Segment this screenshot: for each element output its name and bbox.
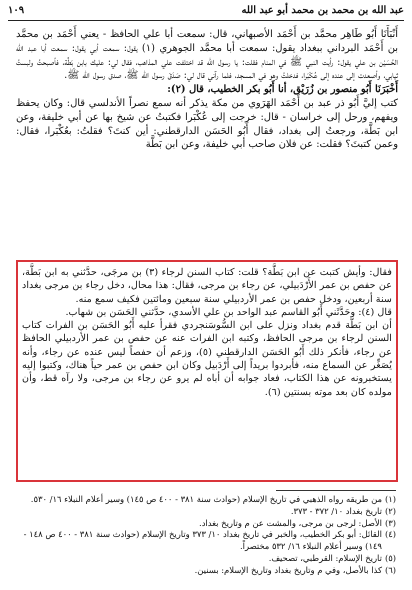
paragraph-3: كتب إليَّ أَبُو ذر عبد بن أَحْمَد الهَرَوي من مكة يذكر أنه سمع نصراً الأندلسي قال: وكان يحفظ ويفهم، ورحل إلى خراسان - قال: خرجت إلى عُكْبَرا فكتبتُ عن شيخ بها عن أبي خليفة، وعن ابن بَطَّة، ورجعتُ إلى بغداد، فقال أَبُو الحَسَن الدارقطني: أين كنتَ؟ فقلتُ: بعُكْبَرا، فقال: وعمن كتبتَ؟ فقلت: عن فلان صاحب أبي خليفة، وعن ابن بَطَّة	[16, 97, 398, 151]
footnote-number: (٥)	[384, 552, 396, 563]
main-text	[16, 28, 398, 152]
footnote-number: (٣)	[384, 517, 396, 528]
footnote	[14, 506, 396, 518]
page-number: ١٠٩	[8, 4, 25, 16]
footnote-number: (١)	[384, 494, 396, 504]
footnote-text: من طريقه رواه الذهبي في تاريخ الإسلام (حوادث سنة ٣٨١ - ٤٠٠ ص ١٤٥) وسير أعلام النبلاء ١٦/ ٥٣٠.	[30, 494, 382, 504]
footnote	[14, 518, 396, 530]
footnote	[14, 553, 396, 565]
footnote	[14, 494, 396, 506]
footnote	[14, 565, 396, 577]
footnote-text: القائل: أبو بكر الخطيب، والخبر في تاريخ بغداد ١٠/ ٣٧٣ وتاريخ الإسلام (حوادث سنة ٣٨١ - ٤٠٠ ص ١٤٨ - ١٤٩) وسير أعلام النبلاء ١٦/ ٥٣٢ مختصراً.	[23, 529, 382, 552]
footnote-number: (٦)	[384, 564, 396, 575]
footnote-text: تاريخ الإسلام: القرطبي، تصحيف.	[268, 552, 382, 563]
running-header	[8, 2, 404, 18]
footnote-separator	[276, 490, 396, 491]
footnote-number: (٤)	[384, 529, 396, 540]
running-title: عبد الله بن محمد بن محمد أبو عبد الله	[241, 4, 404, 16]
paragraph-1: أَنْبَأَنَا أَبُو طَاهِر محمَّد بن أَحْمَد الأصبهاني، قال: سمعت أبا علي الحافظ - يعني أَحْمَد بن محمَّد بن أَحْمَد البرداني ببغداد يقول: سمعت أبا محمَّد الجوهري (١) يقول: سمعت أبي يقول: سمعت أبا عبد الله الحُسَيْن بن علي يقول: رأيت النبي ﷺ في المنام فقلت: يا رسول الله قد اختلفت علي المذاهب، فقال لي: عليك بابن بَطَّة، فأصبحتُ ولبستُ ثيابي، وأصعدت إلى عنده إلى عُكْبَرا، فدخلتُ وهو في المسجد، فلما رآني قال لي: صَدَقَ رسول الله ﷺ، صدق رسول الله ﷺ.	[16, 29, 398, 82]
header-rule	[8, 20, 404, 21]
footnote-text: الأصل: لرجى بن مرجى، والمشت عن م وتاريخ بغداد.	[199, 517, 382, 528]
footnote-text: كذا بالأصل، وفي م وتاريخ بغداد وتاريخ الإسلام: بسنين.	[194, 564, 382, 575]
highlight-paragraph-3: أن ابن بَطَّة قدم بغداد ونزل على ابن السُّوسَنجردي فقرأ عليه أَبُو الحَسَن بن الفرات كتاب السنن لرجاء بن مرجى الحافظ، وكتبه ابن الفرات عنه عن حفص بن عمر الأردبيلي الحافظ عن رجاء، فأنكر ذلك أَبُو الحَسَن الدارقطني (٥)، وزعم أن حفصاً ليس عنده عن رجاء، وأنه يُصَغِّر عن السماع منه، فأبردوا بريداً إلى أَرْدَبيل وكان ابن حفص بن عمر حياً هناك، وكتبوا إليه يستخبرونه عن هذا الكتاب، فعاد جوابه أن أباه لم يرو عن رجاء بن مرجى، ولا رآه قط، وأن مولده كان بعد موته بسنتين (٦).	[22, 320, 392, 398]
footnote-text: تاريخ بغداد ١٠/ ٣٧٢ - ٣٧٣.	[290, 505, 382, 516]
paragraph-2: أَخْبَرَنَا أَبُو منصور بن زُرَيْق، أنا أَبُو بكر الخطيب، قال (٢):	[167, 84, 398, 96]
highlighted-passage	[16, 260, 398, 482]
highlight-paragraph-1: فقال: وأيش كتبت عن ابن بَطَّة؟ قلت: كتاب السنن لرجاء (٣) بن مرجَى، حدَّثني به ابن بَطَّة، عن حفص بن عمر الأَرْدَبيلي، عن رجاء بن مرجى، فقال: هذا محال، دخل رجاء بن مرجى بغداد سنة أربعين، ودخل حفص بن عمر الأردبيلي سنة سبعين ومائتين فكيف سمع منه.	[22, 267, 392, 305]
footnote	[14, 529, 396, 553]
footnote-number: (٢)	[384, 505, 396, 516]
highlight-paragraph-2: قال (٤): وحَدَّثَني أَبُو القاسم عبد الواحد بن علي الأسدي، حدَّثني الحَسَن بن شهاب.	[65, 306, 392, 318]
footnotes	[14, 494, 396, 577]
